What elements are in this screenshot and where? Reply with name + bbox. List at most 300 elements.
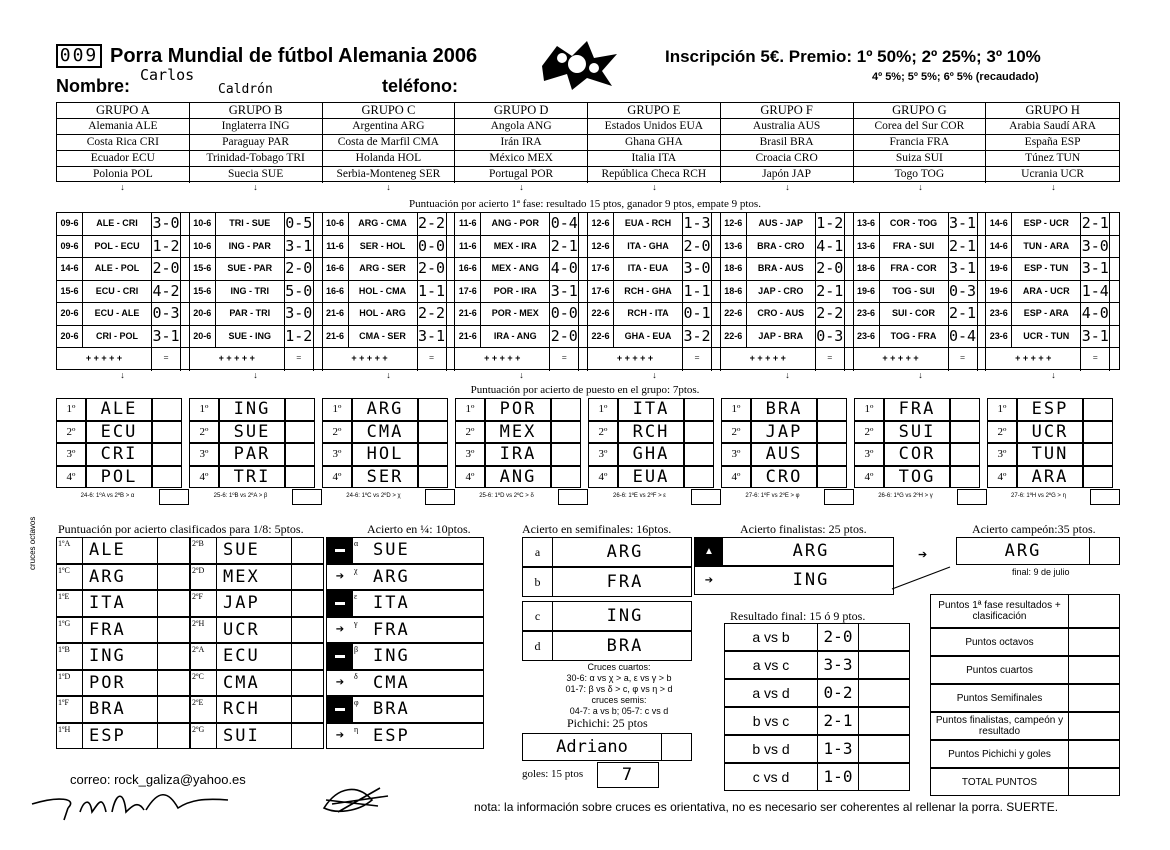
result-row[interactable]: [724, 735, 910, 763]
match-row[interactable]: [57, 213, 189, 236]
match-result[interactable]: 2-0: [284, 258, 314, 280]
result-row[interactable]: [724, 651, 910, 679]
finalist-team[interactable]: ING: [792, 570, 830, 590]
sum-row: + + + + +: [484, 353, 521, 363]
oct-slot[interactable]: [56, 723, 190, 750]
position-row[interactable]: [322, 421, 449, 444]
points-value[interactable]: [1069, 685, 1119, 711]
match-row[interactable]: [190, 303, 322, 326]
match-row[interactable]: [721, 303, 853, 326]
position-row[interactable]: [588, 398, 715, 421]
cross-box[interactable]: [824, 489, 854, 505]
match-row[interactable]: [721, 281, 853, 304]
position-points: [684, 466, 714, 489]
finalist-team[interactable]: ARG: [792, 541, 830, 561]
match-teams: BRA - AUS: [757, 263, 804, 273]
oct-slot[interactable]: [190, 643, 324, 670]
qf-team[interactable]: ING: [373, 646, 410, 666]
match-points: [845, 303, 853, 325]
oct-slot[interactable]: [190, 696, 324, 723]
points-value[interactable]: [1069, 741, 1119, 767]
position-row[interactable]: [588, 466, 715, 489]
position-team[interactable]: FRA: [884, 398, 950, 421]
match-row[interactable]: [588, 281, 720, 304]
group-team: República Checa RCH: [601, 168, 707, 180]
match-result[interactable]: 3-0: [151, 213, 181, 235]
match-row[interactable]: [323, 281, 455, 304]
position-row[interactable]: [721, 466, 848, 489]
group-team: Irán IRA: [455, 135, 587, 151]
match-row[interactable]: [854, 213, 986, 236]
position-row[interactable]: [721, 421, 848, 444]
oct-slot[interactable]: [56, 537, 190, 564]
oct-points: [291, 724, 323, 749]
qf-team[interactable]: SUE: [373, 540, 410, 560]
position-team[interactable]: TUN: [1017, 443, 1083, 466]
qf-slot[interactable]: [326, 643, 484, 670]
match-result[interactable]: 2-1: [948, 236, 978, 258]
oct-team[interactable]: ESP: [89, 725, 126, 746]
position-team[interactable]: COR: [884, 443, 950, 466]
match-result[interactable]: 2-0: [682, 236, 712, 258]
match-row[interactable]: [986, 281, 1119, 304]
match-result[interactable]: 0-3: [151, 303, 181, 325]
position-team[interactable]: JAP: [751, 421, 817, 444]
group-header: GRUPO D: [455, 103, 587, 119]
oct-points: [157, 644, 189, 669]
match-row[interactable]: [986, 236, 1119, 259]
cross-box[interactable]: [292, 489, 322, 505]
match-result[interactable]: 5-0: [284, 281, 314, 303]
match-row[interactable]: [190, 258, 322, 281]
oct-slot[interactable]: [56, 670, 190, 697]
sum-total[interactable]: =: [815, 348, 845, 371]
match-result[interactable]: 2-0: [151, 258, 181, 280]
match-row[interactable]: [588, 326, 720, 349]
match-row[interactable]: [854, 326, 986, 349]
cruces-line: 01-7: β vs δ > c, φ vs η > d: [565, 684, 673, 694]
sum-total[interactable]: =: [948, 348, 978, 371]
oct-team[interactable]: MEX: [223, 566, 260, 587]
oct-slot[interactable]: [56, 564, 190, 591]
oct-team[interactable]: UCR: [223, 619, 260, 640]
position-team[interactable]: MEX: [485, 421, 551, 444]
match-result[interactable]: 3-1: [417, 326, 447, 348]
position-row[interactable]: [322, 443, 449, 466]
match-result[interactable]: 0-4: [948, 326, 978, 348]
match-row[interactable]: [588, 258, 720, 281]
match-row[interactable]: [986, 213, 1119, 236]
qf-team[interactable]: ARG: [373, 566, 410, 587]
position-row[interactable]: [987, 398, 1114, 421]
oct-team[interactable]: ALE: [89, 540, 126, 560]
position-team[interactable]: GHA: [618, 443, 684, 466]
position-team[interactable]: CRO: [751, 466, 817, 489]
result-row[interactable]: [724, 763, 910, 791]
position-team[interactable]: UCR: [1017, 421, 1083, 444]
match-result[interactable]: 0-4: [549, 213, 579, 235]
sum-total[interactable]: =: [151, 348, 181, 371]
oct-slot[interactable]: [190, 670, 324, 697]
sf-team[interactable]: ARG: [606, 542, 644, 562]
position-row[interactable]: [854, 398, 981, 421]
position-team[interactable]: ECU: [86, 421, 152, 444]
position-row[interactable]: [189, 443, 316, 466]
qf-slot[interactable]: [326, 564, 484, 591]
oct-slot[interactable]: [190, 537, 324, 564]
match-row[interactable]: [854, 236, 986, 259]
oct-slot[interactable]: [56, 643, 190, 670]
match-row[interactable]: [986, 303, 1119, 326]
qf-arrow-icon: ➔: [327, 565, 353, 590]
oct-slot[interactable]: [56, 696, 190, 723]
match-row[interactable]: [721, 213, 853, 236]
oct-points: [291, 697, 323, 722]
match-result[interactable]: 1-1: [682, 281, 712, 303]
qf-slot[interactable]: [326, 723, 484, 750]
position-team[interactable]: CRI: [86, 443, 152, 466]
match-result[interactable]: 2-1: [1080, 213, 1110, 235]
match-row[interactable]: [455, 236, 587, 259]
match-row[interactable]: [588, 303, 720, 326]
position-team[interactable]: ARG: [352, 398, 418, 421]
oct-slot[interactable]: [190, 564, 324, 591]
cross-box[interactable]: [1090, 489, 1120, 505]
oct-team[interactable]: POR: [89, 672, 126, 693]
match-result[interactable]: 1-2: [284, 326, 314, 348]
match-row[interactable]: [57, 348, 189, 371]
sf-team[interactable]: BRA: [606, 636, 644, 656]
match-row[interactable]: [323, 303, 455, 326]
match-row[interactable]: [588, 348, 720, 371]
match-result[interactable]: 1-4: [1080, 281, 1110, 303]
position-team[interactable]: TOG: [884, 466, 950, 489]
match-result[interactable]: 0-3: [815, 326, 845, 348]
oct-team[interactable]: ITA: [89, 593, 126, 613]
match-row[interactable]: [190, 326, 322, 349]
position-team[interactable]: POR: [485, 398, 551, 421]
match-row[interactable]: [721, 348, 853, 371]
cross-box[interactable]: [691, 489, 721, 505]
points-value[interactable]: [1069, 629, 1119, 655]
oct-team[interactable]: CMA: [223, 672, 260, 693]
position-points: [817, 421, 847, 444]
qf-slot[interactable]: [326, 670, 484, 697]
qf-slot[interactable]: [326, 590, 484, 617]
cross-box[interactable]: [957, 489, 987, 505]
match-points: [978, 303, 986, 325]
match-result[interactable]: 2-1: [549, 236, 579, 258]
finalist-slot[interactable]: [694, 537, 894, 566]
position-team[interactable]: BRA: [751, 398, 817, 421]
match-date: 17-6: [588, 258, 614, 280]
result-score[interactable]: 0-2: [817, 680, 859, 706]
match-row[interactable]: [57, 236, 189, 259]
champion-box[interactable]: [956, 537, 1120, 565]
position-row[interactable]: [189, 421, 316, 444]
match-result[interactable]: 0-0: [417, 236, 447, 258]
match-row[interactable]: [190, 236, 322, 259]
match-result[interactable]: 1-3: [682, 213, 712, 235]
match-result[interactable]: 2-0: [417, 258, 447, 280]
match-row[interactable]: [57, 281, 189, 304]
result-score[interactable]: 3-3: [817, 652, 859, 678]
sum-total[interactable]: =: [284, 348, 314, 371]
position-row[interactable]: [455, 466, 582, 489]
position-row[interactable]: [56, 443, 183, 466]
result-row[interactable]: [724, 707, 910, 735]
goles-box[interactable]: [597, 762, 659, 788]
position-team[interactable]: RCH: [618, 421, 684, 444]
cross-box[interactable]: [558, 489, 588, 505]
match-row[interactable]: [455, 326, 587, 349]
position-team[interactable]: ESP: [1017, 398, 1083, 421]
result-score[interactable]: 1-3: [817, 736, 859, 762]
oct-team[interactable]: FRA: [89, 619, 126, 640]
match-result[interactable]: 3-1: [284, 236, 314, 258]
match-row[interactable]: [323, 236, 455, 259]
match-result[interactable]: 0-3: [948, 281, 978, 303]
match-result[interactable]: 2-2: [815, 303, 845, 325]
group-header: GRUPO A: [57, 103, 189, 119]
match-row[interactable]: [588, 213, 720, 236]
match-row[interactable]: [455, 258, 587, 281]
sf-team[interactable]: FRA: [606, 572, 644, 592]
match-row[interactable]: [854, 348, 986, 371]
position-team[interactable]: CMA: [352, 421, 418, 444]
position-points: [285, 398, 315, 421]
position-row[interactable]: [987, 421, 1114, 444]
oct-team[interactable]: JAP: [223, 593, 260, 613]
qf-slot[interactable]: [326, 696, 484, 723]
match-result[interactable]: 1-1: [417, 281, 447, 303]
qf-team[interactable]: ESP: [373, 725, 410, 746]
match-result[interactable]: 3-2: [682, 326, 712, 348]
match-row[interactable]: [455, 281, 587, 304]
cross-box[interactable]: [159, 489, 189, 505]
match-row[interactable]: [190, 213, 322, 236]
match-row[interactable]: [455, 348, 587, 371]
position-team[interactable]: SUI: [884, 421, 950, 444]
position-row[interactable]: [56, 421, 183, 444]
position-team[interactable]: SUE: [219, 421, 285, 444]
match-result[interactable]: 1-2: [815, 213, 845, 235]
oct-slot[interactable]: [190, 590, 324, 617]
position-team[interactable]: ING: [219, 398, 285, 421]
position-team[interactable]: TRI: [219, 466, 285, 489]
group-team: Suecia SUE: [227, 168, 284, 180]
match-result[interactable]: 0-0: [549, 303, 579, 325]
finalist-slot[interactable]: [694, 566, 894, 595]
match-result[interactable]: 4-1: [815, 236, 845, 258]
qf-team[interactable]: ITA: [373, 593, 410, 613]
match-row[interactable]: [455, 213, 587, 236]
match-result[interactable]: 3-0: [1080, 236, 1110, 258]
position-row[interactable]: [987, 443, 1114, 466]
sf-slot[interactable]: [522, 567, 692, 597]
match-row[interactable]: [721, 236, 853, 259]
position-row[interactable]: [987, 466, 1114, 489]
match-date: 21-6: [455, 303, 481, 325]
qf-slot[interactable]: [326, 537, 484, 564]
sf-slot[interactable]: [522, 631, 692, 661]
position-row[interactable]: [455, 421, 582, 444]
match-result[interactable]: 2-1: [815, 281, 845, 303]
match-result[interactable]: 3-1: [1080, 326, 1110, 348]
match-result[interactable]: 2-0: [815, 258, 845, 280]
position-row[interactable]: [588, 421, 715, 444]
sf-slot[interactable]: [522, 537, 692, 567]
match-result[interactable]: 4-0: [1080, 303, 1110, 325]
match-row[interactable]: [721, 258, 853, 281]
match-result[interactable]: 0-1: [682, 303, 712, 325]
oct-team[interactable]: SUI: [223, 725, 260, 746]
position-row[interactable]: [854, 421, 981, 444]
match-points: [314, 236, 322, 258]
match-row[interactable]: [190, 348, 322, 371]
match-result[interactable]: 0-5: [284, 213, 314, 235]
position-team[interactable]: AUS: [751, 443, 817, 466]
match-row[interactable]: [323, 326, 455, 349]
oct-team[interactable]: ECU: [223, 646, 260, 666]
oct-team[interactable]: SUE: [223, 540, 260, 560]
oct-points: [291, 565, 323, 590]
match-points: [314, 213, 322, 235]
points-value[interactable]: [1069, 595, 1119, 627]
position-row[interactable]: [56, 466, 183, 489]
position-row[interactable]: [56, 398, 183, 421]
match-row[interactable]: [854, 258, 986, 281]
match-date: 19-6: [986, 281, 1012, 303]
match-row[interactable]: [854, 303, 986, 326]
group-team: Estados Unidos EUA: [588, 119, 720, 135]
match-row[interactable]: [986, 348, 1119, 371]
match-result[interactable]: 3-1: [151, 326, 181, 348]
qf-letter: χ: [354, 565, 358, 575]
position-row[interactable]: [322, 398, 449, 421]
cross-box[interactable]: [425, 489, 455, 505]
sf-letter: c: [523, 602, 553, 630]
match-result[interactable]: 3-0: [682, 258, 712, 280]
position-row[interactable]: [189, 466, 316, 489]
position-row[interactable]: [189, 398, 316, 421]
oct-team[interactable]: ING: [89, 646, 126, 666]
match-result[interactable]: 4-2: [151, 281, 181, 303]
qf-team[interactable]: FRA: [373, 619, 410, 640]
match-result[interactable]: 3-1: [1080, 258, 1110, 280]
match-row[interactable]: [57, 326, 189, 349]
match-teams: JAP - BRA: [758, 330, 804, 341]
match-result[interactable]: 3-1: [549, 281, 579, 303]
qf-team[interactable]: CMA: [373, 672, 410, 693]
position-row[interactable]: [721, 443, 848, 466]
match-result[interactable]: 2-1: [948, 303, 978, 325]
match-row[interactable]: [986, 258, 1119, 281]
position-row[interactable]: [455, 443, 582, 466]
match-row[interactable]: [190, 281, 322, 304]
position-row[interactable]: [854, 466, 981, 489]
match-row[interactable]: [323, 258, 455, 281]
match-teams: SUE - ING: [228, 330, 271, 341]
points-value[interactable]: [1069, 713, 1119, 739]
match-result[interactable]: 1-2: [151, 236, 181, 258]
match-row[interactable]: [854, 281, 986, 304]
position-row[interactable]: [322, 466, 449, 489]
position-team[interactable]: ANG: [485, 466, 551, 489]
position-team[interactable]: ARA: [1017, 466, 1083, 489]
position-team[interactable]: ALE: [86, 398, 152, 421]
position-team[interactable]: SER: [352, 466, 418, 489]
surname-value[interactable]: Caldrón: [218, 82, 273, 97]
result-row[interactable]: [724, 623, 910, 651]
match-row[interactable]: [986, 326, 1119, 349]
position-row[interactable]: [854, 443, 981, 466]
match-points: [712, 303, 720, 325]
sum-total[interactable]: =: [682, 348, 712, 371]
position-team[interactable]: PAR: [219, 443, 285, 466]
match-row[interactable]: [57, 258, 189, 281]
match-result[interactable]: 2-0: [549, 326, 579, 348]
name-value[interactable]: Carlos: [140, 66, 195, 84]
match-result[interactable]: 2-2: [417, 303, 447, 325]
match-row[interactable]: [323, 348, 455, 371]
qf-team[interactable]: BRA: [373, 699, 410, 719]
match-result[interactable]: 3-0: [284, 303, 314, 325]
match-result[interactable]: 4-0: [549, 258, 579, 280]
sum-total[interactable]: =: [549, 348, 579, 371]
result-score[interactable]: 2-1: [817, 708, 859, 734]
sf-slot[interactable]: [522, 601, 692, 631]
oct-team[interactable]: BRA: [89, 699, 126, 719]
oct-team[interactable]: ARG: [89, 566, 126, 587]
match-result[interactable]: 3-1: [948, 258, 978, 280]
points-value[interactable]: [1069, 769, 1119, 795]
sf-team[interactable]: ING: [606, 606, 644, 626]
result-score[interactable]: 2-0: [817, 624, 859, 650]
position-row[interactable]: [588, 443, 715, 466]
oct-slot[interactable]: [56, 590, 190, 617]
match-row[interactable]: [455, 303, 587, 326]
match-row[interactable]: [721, 326, 853, 349]
pichichi-box[interactable]: [522, 733, 692, 761]
position-team[interactable]: ITA: [618, 398, 684, 421]
match-row[interactable]: [588, 236, 720, 259]
points-value[interactable]: [1069, 657, 1119, 683]
position-team[interactable]: HOL: [352, 443, 418, 466]
position-team[interactable]: EUA: [618, 466, 684, 489]
cross-text: 24-6: 1ºA vs 2ºB > α: [80, 493, 135, 499]
oct-slot[interactable]: [190, 723, 324, 750]
match-result[interactable]: 3-1: [948, 213, 978, 235]
result-match: a vs c: [752, 657, 790, 673]
match-result[interactable]: 2-2: [417, 213, 447, 235]
arrow-icon: ↓: [785, 370, 790, 380]
position-row[interactable]: [721, 398, 848, 421]
oct-slot[interactable]: [56, 617, 190, 644]
match-row[interactable]: [57, 303, 189, 326]
sum-total[interactable]: =: [1080, 348, 1110, 371]
sum-total[interactable]: =: [417, 348, 447, 371]
match-row[interactable]: [323, 213, 455, 236]
result-row[interactable]: [724, 679, 910, 707]
position-team[interactable]: POL: [86, 466, 152, 489]
position-row[interactable]: [455, 398, 582, 421]
oct-team[interactable]: RCH: [223, 699, 260, 719]
oct-slot[interactable]: [190, 617, 324, 644]
position-team[interactable]: IRA: [485, 443, 551, 466]
qf-slot[interactable]: [326, 617, 484, 644]
result-score[interactable]: 1-0: [817, 764, 859, 790]
